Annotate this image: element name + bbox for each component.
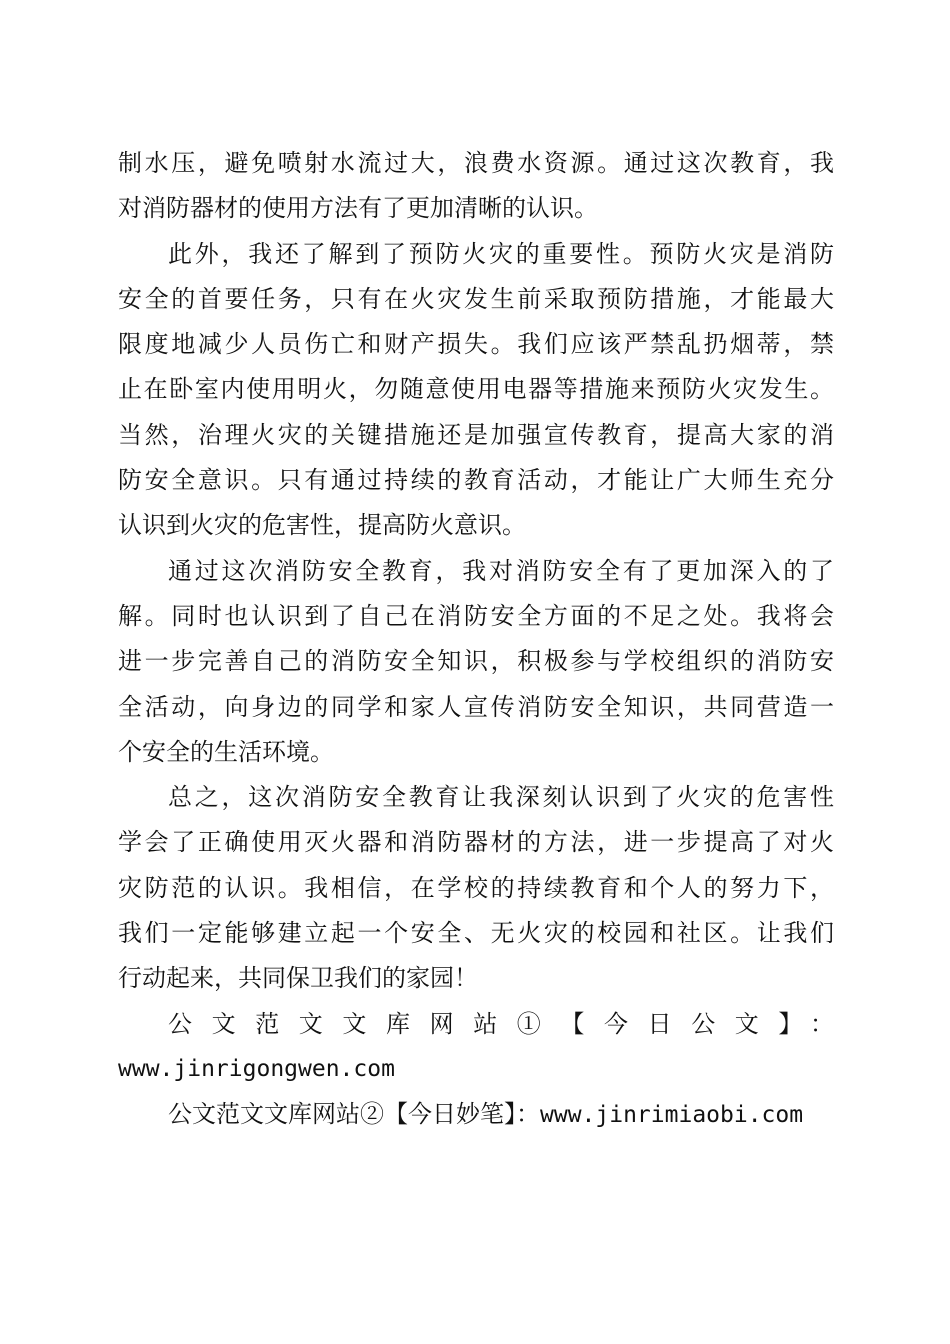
text-line: 防安全意识。只有通过持续的教育活动，才能让广大师生充分 xyxy=(118,466,834,495)
paragraph-2 xyxy=(118,232,834,549)
paragraph-1 xyxy=(118,141,834,232)
text-line: 行动起来，共同保卫我们的家园！ xyxy=(118,964,478,993)
text-line: 通过这次消防安全教育，我对消防安全有了更加深入的了 xyxy=(168,556,834,585)
site2-url-link[interactable]: www.jinrimiaobi.com xyxy=(540,1102,804,1129)
text-line: 总之，这次消防安全教育让我深刻认识到了火灾的危害性 xyxy=(168,783,834,812)
text-line: 认识到火灾的危害性，提高防火意识。 xyxy=(118,511,526,540)
paragraph-4 xyxy=(118,775,834,1001)
text-line: 全活动，向身边的同学和家人宣传消防安全知识，共同营造一 xyxy=(118,692,834,721)
text-line: 对消防器材的使用方法有了更加清晰的认识。 xyxy=(118,194,598,223)
site2-line xyxy=(118,1092,834,1137)
text-line: 我们一定能够建立起一个安全、无火灾的校园和社区。让我们 xyxy=(118,919,834,948)
text-line: 进一步完善自己的消防安全知识，积极参与学校组织的消防安 xyxy=(118,647,834,676)
site1-label: 公文范文文库网站①【今日公文】： xyxy=(168,1009,834,1038)
text-line: 安全的首要任务，只有在火灾发生前采取预防措施，才能最大 xyxy=(118,284,834,313)
text-line: 灾防范的认识。我相信，在学校的持续教育和个人的努力下， xyxy=(118,873,834,902)
document-page xyxy=(118,141,834,1138)
text-line: 解。同时也认识到了自己在消防安全方面的不足之处。我将会 xyxy=(118,601,834,630)
text-line: 限度地减少人员伤亡和财产损失。我们应该严禁乱扔烟蒂，禁 xyxy=(118,330,834,359)
text-line: 止在卧室内使用明火，勿随意使用电器等措施来预防火灾发生。 xyxy=(118,375,834,404)
paragraph-3 xyxy=(118,549,834,775)
text-line: 个安全的生活环境。 xyxy=(118,737,334,766)
text-line: 制水压，避免喷射水流过大，浪费水资源。通过这次教育，我 xyxy=(118,149,834,177)
site1-url-link[interactable]: www.jinrigongwen.com xyxy=(118,1055,395,1082)
text-line: 此外，我还了解到了预防火灾的重要性。预防火灾是消防 xyxy=(168,239,834,268)
footer-sites xyxy=(118,1002,834,1138)
site2-label: 公文范文文库网站②【今日妙笔】： xyxy=(168,1100,540,1129)
text-line: 当然，治理火灾的关键措施还是加强宣传教育，提高大家的消 xyxy=(118,420,834,449)
text-line: 学会了正确使用灭火器和消防器材的方法，进一步提高了对火 xyxy=(118,828,834,857)
